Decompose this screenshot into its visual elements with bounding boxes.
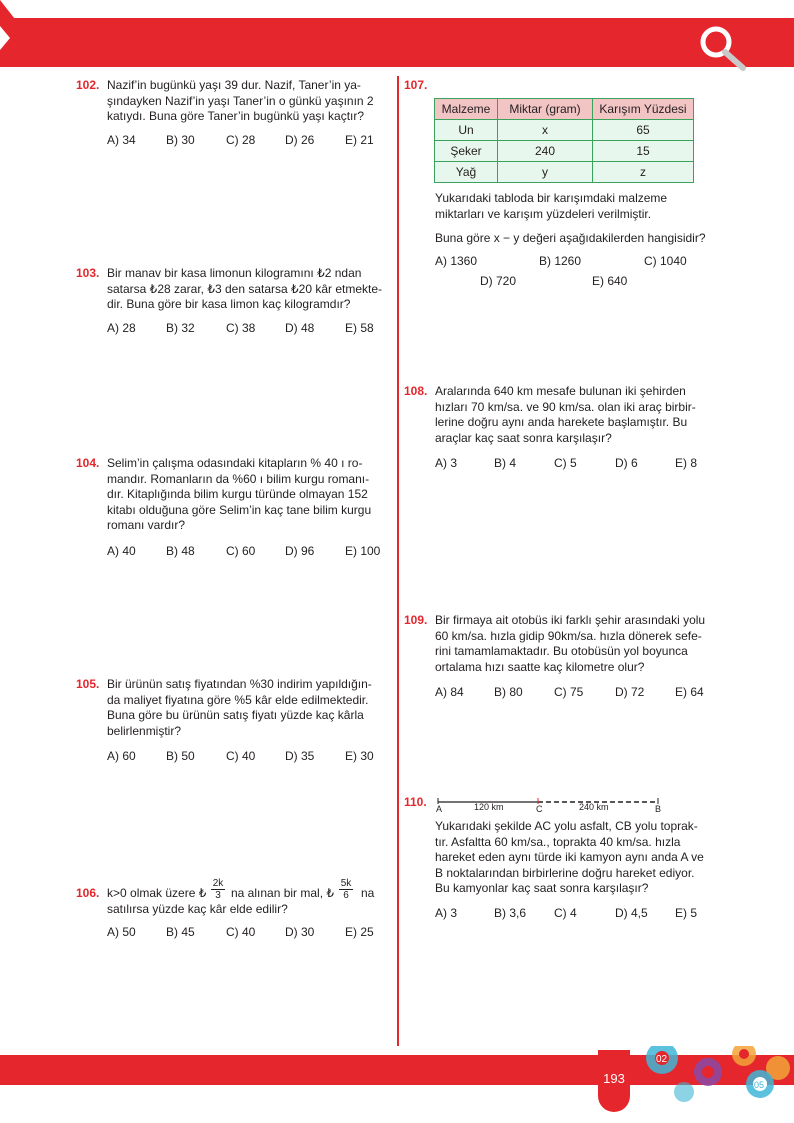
question-105 (76, 677, 387, 739)
option-c[interactable]: C) 38 (226, 321, 256, 335)
question-text-line: hızları 70 km/sa. ve 90 km/sa. olan iki araç birbir- (435, 399, 696, 414)
question-number: 107. (404, 78, 428, 92)
question-number: 103. (76, 266, 100, 280)
option-e[interactable]: E) 30 (345, 749, 374, 763)
question-text-line: katıydı. Buna göre Taner’in bugünkü yaşı kaçtır? (107, 109, 365, 123)
option-b[interactable]: B) 1260 (539, 254, 582, 268)
question-text: na (361, 886, 375, 900)
table-row (435, 120, 694, 141)
question-number: 105. (76, 677, 100, 691)
question-107-prompt (435, 231, 755, 247)
option-e[interactable]: E) 8 (675, 456, 698, 470)
option-b[interactable]: B) 50 (166, 749, 195, 763)
option-e[interactable]: E) 21 (345, 133, 374, 147)
question-text-line: şındayken Nazif’in yaşı Taner’in o günkü yaşının 2 (107, 93, 374, 108)
question-text-line: Bu kamyonlar kaç saat sonra karşılaşır? (435, 881, 649, 895)
question-number: 109. (404, 613, 428, 627)
question-number: 106. (76, 886, 100, 900)
point-c-label: C (536, 804, 543, 814)
table-cell: Yağ (435, 162, 498, 183)
table-cell: 65 (593, 120, 694, 141)
table-cell: x (498, 120, 593, 141)
option-d[interactable]: D) 72 (615, 685, 645, 699)
table-header-row (435, 99, 694, 120)
question-107-text (435, 191, 735, 222)
distance-cb-label: 240 km (579, 802, 609, 812)
table-cell: z (593, 162, 694, 183)
fraction-denominator: 3 (215, 890, 221, 901)
question-text-line: 60 km/sa. hızla gidip 90km/sa. hızla dönerek sefe- (435, 628, 702, 643)
option-a[interactable]: A) 60 (107, 749, 136, 763)
option-a[interactable]: A) 84 (435, 685, 464, 699)
question-text-line: rini tamamlamaktadır. Bu otobüsün yol boyunca (435, 644, 688, 658)
option-c[interactable]: C) 1040 (644, 254, 687, 268)
fraction-2k-3 (211, 878, 225, 901)
table-header: Karışım Yüzdesi (593, 99, 694, 120)
question-text-line: kitabı olduğuna göre Selim’in kaç tane bilim kurgu (107, 502, 372, 517)
gear-label: 02 (656, 1054, 668, 1065)
question-103 (76, 266, 387, 313)
table-row (435, 141, 694, 162)
option-e[interactable]: E) 64 (675, 685, 704, 699)
question-110-text (435, 819, 755, 897)
option-b[interactable]: B) 3,6 (494, 906, 527, 920)
question-text-line: Nazif’in bugünkü yaşı 39 dur. Nazif, Taner’in ya- (107, 78, 361, 92)
option-a[interactable]: A) 50 (107, 925, 136, 939)
question-text-line: Selim’in çalışma odasındaki kitapların % 40 ı ro- (107, 456, 363, 470)
question-text: k>0 olmak üzere ₺ (107, 886, 207, 900)
road-diagram (434, 792, 666, 814)
question-text-line: da maliyet fiyatına göre %5 kâr elde edilmektedir. (107, 692, 369, 707)
point-b-label: B (655, 804, 662, 814)
question-text-line: Bir manav bir kasa limonun kilogramını ₺2 ndan (107, 266, 362, 280)
option-c[interactable]: C) 4 (554, 906, 577, 920)
option-b[interactable]: B) 32 (166, 321, 195, 335)
option-d[interactable]: D) 26 (285, 133, 315, 147)
option-c[interactable]: C) 40 (226, 925, 256, 939)
option-b[interactable]: B) 30 (166, 133, 195, 147)
option-c[interactable]: C) 60 (226, 544, 256, 558)
question-text-line: belirlenmiştir? (107, 723, 182, 738)
table-header: Malzeme (435, 99, 498, 120)
question-text-line: Bir ürünün satış fiyatından %30 indirim yapıldığın- (107, 677, 372, 691)
question-text: na alınan bir mal, ₺ (231, 886, 335, 900)
option-c[interactable]: C) 40 (226, 749, 256, 763)
table-row (435, 162, 694, 183)
option-d[interactable]: D) 48 (285, 321, 315, 335)
option-e[interactable]: E) 100 (345, 544, 381, 558)
option-d[interactable]: D) 96 (285, 544, 315, 558)
question-text-line: B noktalarından birbirlerine doğru hareket ediyor. (435, 865, 695, 880)
question-109 (404, 613, 755, 675)
table-header: Miktar (gram) (498, 99, 593, 120)
option-c[interactable]: C) 5 (554, 456, 577, 470)
option-d[interactable]: D) 6 (615, 456, 638, 470)
option-e[interactable]: E) 58 (345, 321, 374, 335)
distance-ac-label: 120 km (474, 802, 504, 812)
fraction-5k-6 (339, 878, 353, 901)
question-text-line: hareket eden aynı türde iki kamyon aynı anda A ve (435, 850, 704, 864)
table-cell: 240 (498, 141, 593, 162)
option-e[interactable]: E) 640 (592, 274, 628, 288)
fraction-numerator: 2k (212, 878, 224, 889)
option-a[interactable]: A) 28 (107, 321, 136, 335)
option-e[interactable]: E) 5 (675, 906, 698, 920)
question-text-line: dır. Kitaplığında bilim kurgu türünde olmayan 152 (107, 487, 368, 501)
option-a[interactable]: A) 3 (435, 906, 458, 920)
table-cell: y (498, 162, 593, 183)
option-d[interactable]: D) 30 (285, 925, 315, 939)
option-a[interactable]: A) 3 (435, 456, 458, 470)
page-number: 193 (603, 1071, 625, 1086)
option-c[interactable]: C) 28 (226, 133, 256, 147)
option-b[interactable]: B) 4 (494, 456, 517, 470)
magnifier-icon (698, 26, 748, 72)
question-104 (76, 456, 387, 534)
header-arrow-icon (0, 26, 10, 50)
question-number: 102. (76, 78, 100, 92)
table-cell: 15 (593, 141, 694, 162)
question-text-line: miktarları ve karışım yüzdeleri verilmiştir. (435, 206, 652, 221)
question-text-line: Yukarıdaki tabloda bir karışımdaki malzeme (435, 191, 668, 205)
point-a-label: A (436, 804, 443, 814)
option-d[interactable]: D) 720 (480, 274, 517, 288)
option-a[interactable]: A) 40 (107, 544, 136, 558)
question-text-line: Buna göre x − y değeri aşağıdakilerden hangisidir? (435, 231, 706, 245)
question-text-line: Aralarında 640 km mesafe bulunan iki şehirden (435, 384, 686, 398)
question-number: 104. (76, 456, 100, 470)
fraction-denominator: 6 (343, 890, 349, 901)
question-text-line: mandır. Romanların da %60 ı bilim kurgu romanı- (107, 471, 370, 486)
question-102 (76, 78, 387, 125)
option-b[interactable]: B) 48 (166, 544, 195, 558)
question-106 (76, 878, 392, 920)
table-cell: Şeker (435, 141, 498, 162)
question-text-line: Yukarıdaki şekilde AC yolu asfalt, CB yolu toprak- (435, 819, 698, 833)
question-text-line: Buna göre bu ürünün satış fiyatı yüzde kaç kârla (107, 708, 364, 722)
option-a[interactable]: A) 34 (107, 133, 136, 147)
question-text-line: dir. Buna göre bir kasa limon kaç kilogramdır? (107, 297, 351, 311)
question-number: 108. (404, 384, 428, 398)
question-text-line: Bir firmaya ait otobüs iki farklı şehir arasındaki yolu (435, 613, 706, 627)
question-text-line: ortalama hızı saatte kaç kilometre olur? (435, 659, 645, 674)
question-text: satılırsa yüzde kaç kâr elde edilir? (107, 902, 288, 916)
question-number: 110. (404, 795, 427, 809)
option-e[interactable]: E) 25 (345, 925, 374, 939)
table-cell: Un (435, 120, 498, 141)
question-text-line: araçlar kaç saat sonra karşılaşır? (435, 430, 612, 445)
gear-icon (674, 1082, 694, 1102)
fraction-numerator: 5k (340, 878, 352, 889)
option-c[interactable]: C) 75 (554, 685, 584, 699)
gear-label: 05 (754, 1080, 765, 1090)
option-d[interactable]: D) 4,5 (615, 906, 648, 920)
header-bar (0, 18, 794, 67)
option-b[interactable]: B) 45 (166, 925, 195, 939)
option-a[interactable]: A) 1360 (435, 254, 478, 268)
question-108 (404, 384, 745, 446)
option-b[interactable]: B) 80 (494, 685, 523, 699)
ingredient-table (434, 98, 694, 183)
option-d[interactable]: D) 35 (285, 749, 315, 763)
question-text-line: satarsa ₺28 zarar, ₺3 den satarsa ₺20 kâr etmekte- (107, 281, 383, 296)
column-divider (397, 76, 399, 1046)
gears-decoration (640, 1046, 794, 1106)
question-text-line: lerine doğru aynı anda harekete başlamıştır. Bu (435, 415, 688, 429)
gear-hole (739, 1049, 749, 1059)
question-text-line: romanı vardır? (107, 518, 186, 532)
gear-hole (702, 1066, 714, 1078)
question-text-line: tır. Asfaltta 60 km/sa., toprakta 40 km/sa. hızla (435, 834, 681, 849)
